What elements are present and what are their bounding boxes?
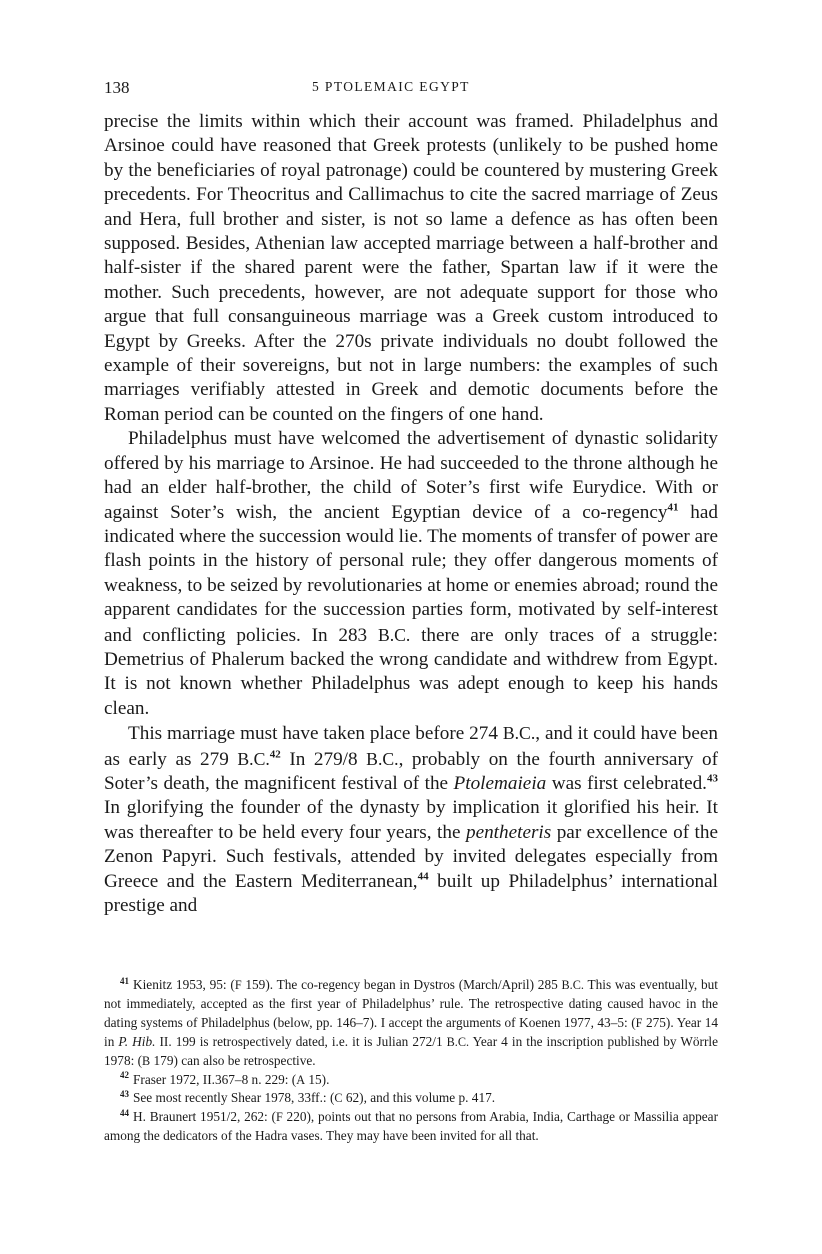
- text-run: Philadelphus must have welcomed the advertisement of dynastic solidarity offered by his marriage to Arsinoe. He had succeeded to the throne although he had an elder half-brother, the child of Soter’s first wife Eurydice. With or against Soter’s wish, the ancient Egyptian device of a co-regency: [104, 428, 718, 523]
- chapter-title: 5 PTOLEMAIC EGYPT: [312, 79, 470, 94]
- text-run: 275). Year 14 in: [104, 1014, 718, 1049]
- small-caps-text: B.C.: [446, 1034, 470, 1049]
- text-run: See most recently Shear 1978, 33ff.: (: [133, 1090, 335, 1106]
- small-caps-text: B.C.: [237, 748, 270, 769]
- text-run: 179) can also be retrospective.: [150, 1052, 316, 1068]
- paragraph: [104, 721, 718, 918]
- text-run: H. Braunert 1951/2, 262: (: [133, 1109, 276, 1125]
- small-caps-text: F: [234, 978, 242, 992]
- small-caps-text: F: [275, 1110, 283, 1125]
- footnote: [104, 1108, 718, 1146]
- text-run: par excellence of the Zenon Papyri. Such festivals, attended by invited delegates especially from Greece and the Eastern Mediterranean,: [104, 821, 718, 892]
- text-run: was first celebrated.: [546, 772, 707, 794]
- text-run: Kienitz 1953, 95: (: [133, 977, 235, 992]
- text-run: had indicated where the succession would lie. The moments of transfer of power are flash points in the history of personal rule; they offer dangerous moments of weakness, to be seized by revolutionaries at home or enemies abroad; round the apparent candidates for the succession parties form, motivated by self-interest and conflicting policies. In 283: [104, 501, 718, 646]
- italic-text: Ptolemaieia: [453, 772, 547, 794]
- text-run: In glorifying the founder of the dynasty by implication it glorified his heir. It was thereafter to be held every four years, the: [104, 797, 718, 843]
- book-page: [104, 78, 718, 918]
- text-run: 159). The co-regency began in Dystros (March/April) 285: [241, 977, 562, 992]
- text-run: Fraser 1972, II.367–8 n. 229: (: [133, 1071, 297, 1087]
- text-run: This marriage must have taken place before 274: [128, 723, 503, 745]
- footnote-number: 43: [120, 1089, 129, 1100]
- text-run: This was eventually, but not immediately, accepted as the first year of Philadelphus’ rule. The retrospective dating caused havoc in the dating systems of Philadelphus (below, pp. 146–7). I accept the arguments of Koenen 1977, 43–5: (: [104, 977, 718, 1030]
- text-run: 220), points out that no persons from Arabia, India, Carthage or Massilia appear among the dedicators of the Hadra vases. They may have been invited for all that.: [104, 1109, 718, 1144]
- footnote: [104, 1071, 718, 1090]
- small-caps-text: B.C.: [377, 624, 411, 645]
- italic-text: pentheteris: [465, 821, 552, 843]
- body-text: [104, 110, 718, 918]
- italic-text: P. Hib.: [118, 1033, 156, 1049]
- text-run: built up Philadelphus’ international prestige and: [104, 870, 718, 916]
- footnotes: [104, 976, 718, 1146]
- footnote-reference: 42: [269, 748, 281, 761]
- text-run: 62), and this volume p. 417.: [342, 1090, 496, 1106]
- page-number: 138: [104, 78, 130, 97]
- text-run: 15).: [305, 1071, 330, 1087]
- footnote-number: 41: [120, 975, 129, 986]
- text-run: Year 4 in the inscription published by Wörrle 1978: (: [104, 1033, 718, 1068]
- small-caps-text: B.C.: [366, 748, 399, 769]
- footnote: [104, 976, 718, 1071]
- running-head: [104, 78, 718, 102]
- small-caps-text: B: [142, 1053, 151, 1068]
- paragraph: [104, 427, 718, 721]
- small-caps-text: F: [635, 1015, 643, 1030]
- small-caps-text: C: [334, 1091, 343, 1106]
- footnote-number: 42: [120, 1070, 129, 1081]
- footnote-number: 44: [120, 1107, 129, 1118]
- footnote: [104, 1089, 718, 1108]
- footnote-reference: 43: [706, 772, 718, 785]
- paragraph: [104, 110, 718, 427]
- footnote-reference: 44: [417, 870, 429, 883]
- text-run: there are only traces of a struggle: Demetrius of Phalerum backed the wrong candidate and withdrew from Egypt. It is not known whether Philadelphus was adept enough to keep his hands clean.: [104, 624, 718, 719]
- text-run: , and it could have been as early as 279: [104, 723, 718, 770]
- text-run: In 279/8: [280, 748, 367, 770]
- small-caps-text: A: [296, 1072, 306, 1087]
- text-run: , probably on the fourth anniversary of Soter’s death, the magnificent festival of the: [104, 748, 718, 794]
- small-caps-text: B.C.: [502, 723, 536, 744]
- footnote-reference: 41: [667, 501, 679, 514]
- small-caps-text: B.C.: [561, 978, 584, 992]
- text-run: precise the limits within which their account was framed. Philadelphus and Arsinoe could have reasoned that Greek protests (unlikely to be pushed home by the beneficiaries of royal patronage) could be countered by mustering Greek precedents. For Theocritus and Callimachus to cite the sacred marriage of Zeus and Hera, full brother and sister, is not so lame a defence as has often been supposed. Besides, Athenian law accepted marriage between a half-brother and half-sister if the shared parent were the father, Spartan law if it were the mother. Such precedents, however, are not adequate support for those who argue that full consanguineous marriage was a Greek custom introduced to Egypt by Greeks. After the 270s private individuals no doubt followed the example of their sovereigns, but not in large numbers: the examples of such marriages verifiably attested in Greek and demotic documents before the Roman period can be counted on the fingers of one hand.: [104, 111, 718, 425]
- text-run: II. 199 is retrospectively dated, i.e. it is Julian 272/1: [155, 1033, 447, 1049]
